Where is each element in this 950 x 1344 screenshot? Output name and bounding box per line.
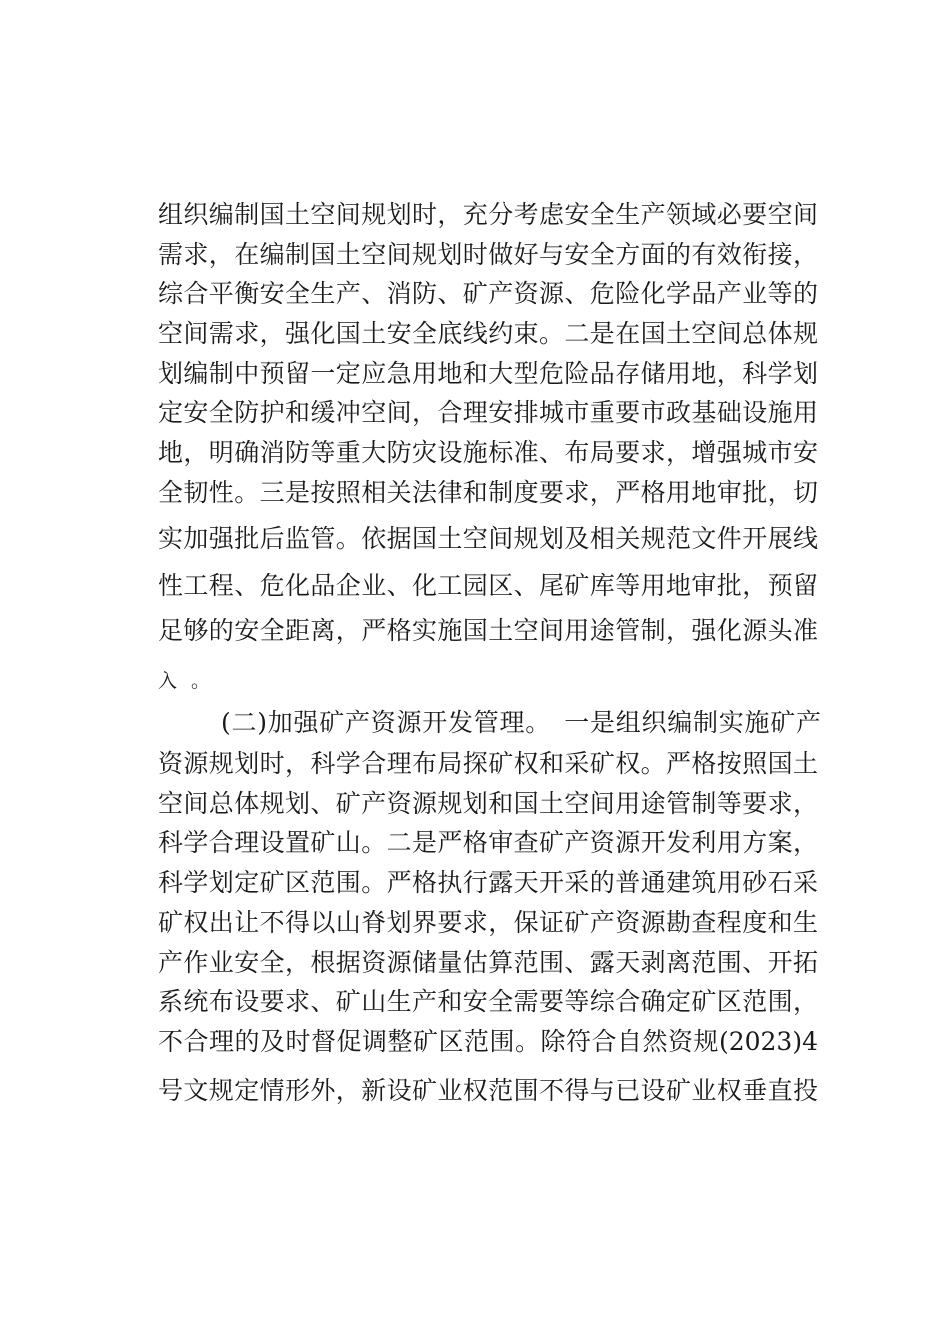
text-line-12: 入。: [158, 670, 225, 692]
text-line-9: 实加强批后监管。依据国土空间规划及相关规范文件开展线: [158, 524, 818, 553]
text-line-22: 号文规定情形外，新设矿业权范围不得与已设矿业权垂直投: [158, 1076, 818, 1105]
text-line-7: 地，明确消防等重大防灾设施标准、布局要求，增强城市安: [158, 438, 818, 467]
text-line-1: 组织编制国土空间规划时，充分考虑安全生产领域必要空间: [158, 200, 818, 229]
text-line-2: 需求，在编制国土空间规划时做好与安全方面的有效衔接，: [158, 240, 818, 269]
text-line-11: 足够的安全距离，严格实施国土空间用途管制，强化源头准: [158, 616, 818, 645]
text-line-3: 综合平衡安全生产、消防、矿产资源、危险化学品产业等的: [158, 279, 818, 308]
text-line-4: 空间需求，强化国土安全底线约束。二是在国土空间总体规: [158, 319, 818, 348]
text-line-8: 全韧性。三是按照相关法律和制度要求，严格用地审批，切: [158, 478, 818, 507]
text-line-14: 资源规划时，科学合理布局探矿权和采矿权。严格按照国土: [158, 749, 818, 778]
section-heading-line: (二)加强矿产资源开发管理。 一是组织编制实施矿产: [221, 708, 821, 737]
text-line-5: 划编制中预留一定应急用地和大型危险品存储用地，科学划: [158, 359, 818, 388]
text-line-10: 性工程、危化品企业、化工园区、尾矿库等用地审批，预留: [158, 571, 818, 600]
text-line-21: 不合理的及时督促调整矿区范围。除符合自然资规(2023)4: [158, 1027, 818, 1056]
text-line-20: 系统布设要求、矿山生产和安全需要等综合确定矿区范围，: [158, 987, 818, 1016]
text-line-16: 科学合理设置矿山。二是严格审查矿产资源开发利用方案，: [158, 828, 818, 857]
text-line-17: 科学划定矿区范围。严格执行露天开采的普通建筑用砂石采: [158, 868, 818, 897]
text-line-6: 定安全防护和缓冲空间，合理安排城市重要市政基础设施用: [158, 398, 818, 427]
text-line-19: 产作业安全，根据资源储量估算范围、露天剥离范围、开拓: [158, 948, 818, 977]
text-line-15: 空间总体规划、矿产资源规划和国土空间用途管制等要求，: [158, 789, 818, 818]
text-line-18: 矿权出让不得以山脊划界要求，保证矿产资源勘查程度和生: [158, 908, 818, 937]
